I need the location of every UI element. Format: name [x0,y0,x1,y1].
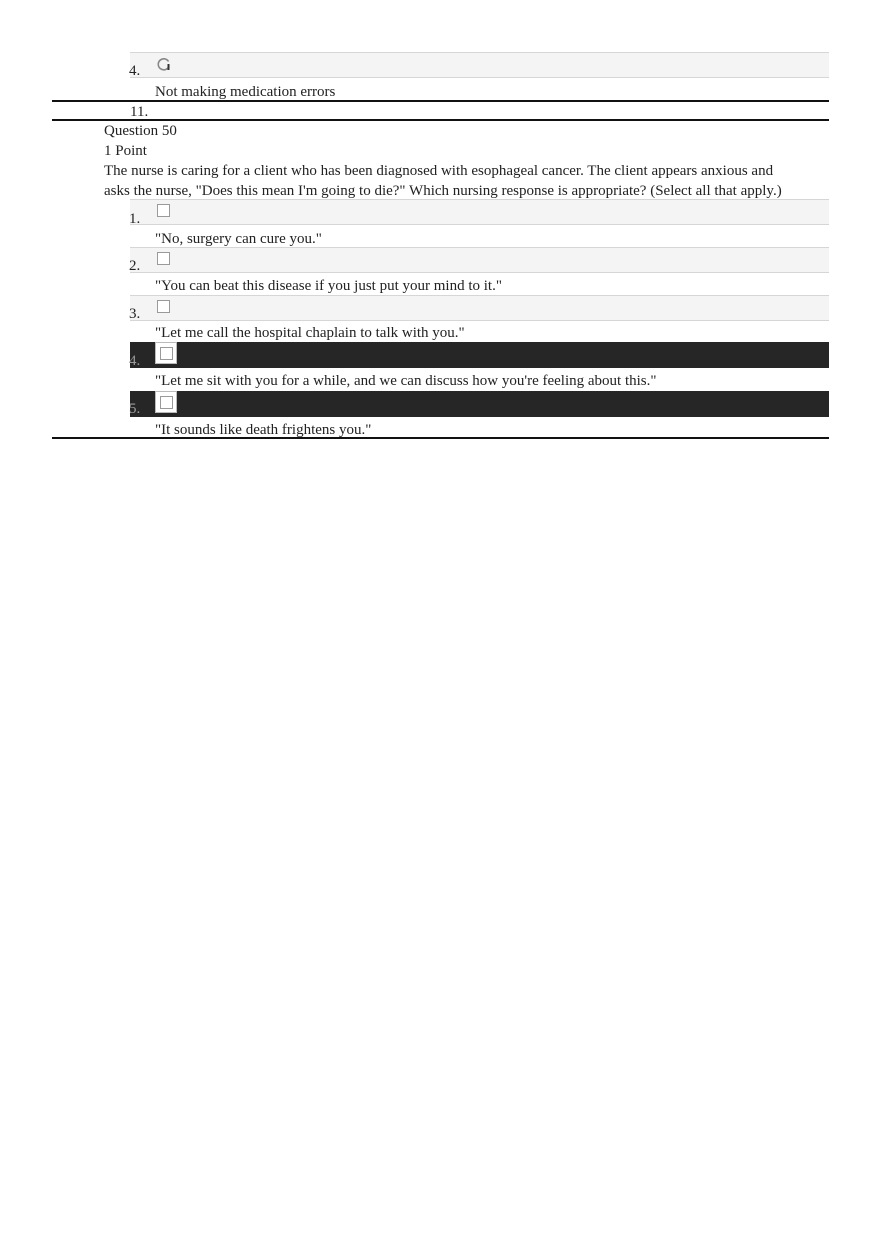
option-3-number: 3. [129,306,141,322]
option-4-text: "Let me sit with you for a while, and we can discuss how you're feeling about this." [155,373,657,389]
option-3-band [130,295,829,321]
prev-option-4-text: Not making medication errors [155,84,336,100]
option-5-text: "It sounds like death frightens you." [155,422,372,438]
option-1-number: 1. [129,211,141,227]
option-2-checkbox[interactable] [157,252,170,265]
question-title: Question 50 [104,123,177,139]
option-1-band [130,199,829,225]
prev-option-4-number: 4. [129,63,141,79]
option-2-text: "You can beat this disease if you just put your mind to it." [155,278,502,294]
radio-loading-icon[interactable] [156,57,172,73]
question-index: 11. [130,104,149,120]
option-4-band [130,342,829,368]
option-4-checkbox[interactable] [155,342,177,364]
option-2-number: 2. [129,258,141,274]
option-3-text: "Let me call the hospital chaplain to talk with you." [155,325,465,341]
prev-option-4-band [130,52,829,78]
divider [52,100,829,102]
question-prompt-line1: The nurse is caring for a client who has been diagnosed with esophageal cancer. The client appears anxious and [104,163,774,179]
divider [52,437,829,439]
option-5-band [130,391,829,417]
option-2-band [130,247,829,273]
option-1-checkbox[interactable] [157,204,170,217]
option-1-text: "No, surgery can cure you." [155,231,322,247]
divider [52,119,829,121]
option-4-number: 4. [129,353,141,369]
option-5-number: 5. [129,401,141,417]
question-points: 1 Point [104,143,147,159]
question-prompt-line2: asks the nurse, "Does this mean I'm going to die?" Which nursing response is appropriate? (Select all that apply.) [104,183,782,199]
option-3-checkbox[interactable] [157,300,170,313]
option-5-checkbox[interactable] [155,391,177,413]
